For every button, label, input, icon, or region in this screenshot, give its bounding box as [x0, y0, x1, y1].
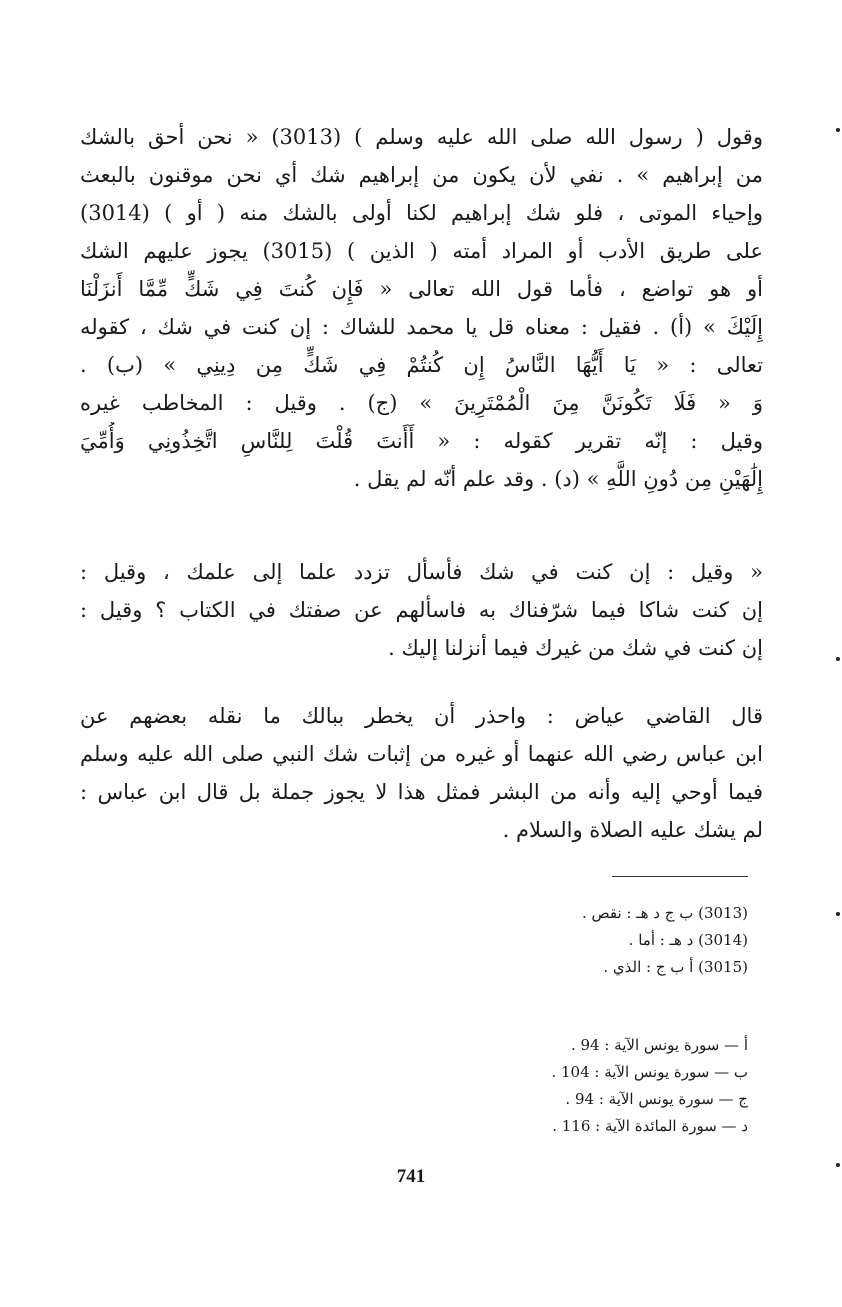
text-line: إِلَيْكَ » (أ) . فقيل : معناه قل يا محمد للشاك : إن كنت في شك ، كقوله [80, 315, 763, 339]
footnotes-numbered [400, 900, 748, 981]
footnote: ج — سورة يونس الآية : 94 . [565, 1090, 748, 1108]
footnote: (3015) أ ب ج : الذي . [603, 958, 748, 976]
text-line: أو هو تواضع ، فأما قول الله تعالى « فَإِن كُنتَ فِي شَكٍّ مِّمَّا أَنزَلْنَا [80, 277, 763, 301]
footnote-separator [612, 876, 748, 877]
page-number: 741 [396, 1166, 426, 1187]
text-line: وإحياء الموتى ، فلو شك إبراهيم لكنا أولى بالشك منه ( أو ) (3014) [80, 201, 763, 225]
paragraph-quotation [80, 553, 763, 667]
text-line: وقيل : إنّه تقرير كقوله : « أَأَنتَ قُلْتَ لِلنَّاسِ اتَّخِذُونِي وَأُمِّيَ [80, 429, 763, 453]
text-line: قال القاضي عياض : واحذر أن يخطر ببالك ما نقله بعضهم عن [80, 704, 763, 728]
text-line: ابن عباس رضي الله عنهما أو غيره من إثبات شك النبي صلى الله عليه وسلم [80, 742, 763, 766]
text-line: لم يشك عليه الصلاة والسلام . [502, 818, 763, 842]
paragraph-qadi-iyad [80, 697, 763, 849]
footnote: (3014) د هـ : أما . [628, 931, 748, 949]
text-line: وَ « فَلَا تَكُونَنَّ مِنَ الْمُمْتَرِينَ » (ج) . وقيل : المخاطب غيره [80, 391, 763, 415]
scan-mark [836, 912, 840, 916]
scan-mark [836, 657, 840, 661]
text-line: وقول ( رسول الله صلى الله عليه وسلم ) (3013) « نحن أحق بالشك [80, 125, 763, 149]
text-line: على طريق الأدب أو المراد أمته ( الذين ) (3015) يجوز عليهم الشك [80, 239, 763, 263]
footnote: أ — سورة يونس الآية : 94 . [570, 1036, 748, 1054]
footnote: (3013) ب ج د هـ : نقص . [581, 904, 748, 922]
paragraph-commentary [80, 118, 763, 498]
text-line: من إبراهيم » . نفي لأن يكون من إبراهيم شك أي نحن موقنون بالبعث [80, 163, 763, 187]
footnote: د — سورة المائدة الآية : 116 . [552, 1117, 748, 1135]
text-line: إن كنت في شك من غيرك فيما أنزلنا إليك . [388, 636, 763, 660]
scan-mark [836, 128, 840, 132]
text-line: فيما أوحي إليه وأنه من البشر فمثل هذا لا يجوز جملة بل قال ابن عباس : [80, 780, 763, 804]
footnotes-lettered [400, 1032, 748, 1140]
text-line: إِلَٰهَيْنِ مِن دُونِ اللَّهِ » (د) . وقد علم أنّه لم يقل . [353, 467, 763, 491]
text-line: إن كنت شاكا فيما شرّفناك به فاسألهم عن صفتك في الكتاب ؟ وقيل : [80, 598, 763, 622]
footnote: ب — سورة يونس الآية : 104 . [551, 1063, 748, 1081]
text-line: « وقيل : إن كنت في شك فأسأل تزدد علما إلى علمك ، وقيل : [80, 560, 763, 584]
text-line: تعالى : « يَا أَيُّهَا النَّاسُ إِن كُنتُمْ فِي شَكٍّ مِن دِينِي » (ب) . [80, 353, 763, 377]
scan-mark [836, 1163, 840, 1167]
